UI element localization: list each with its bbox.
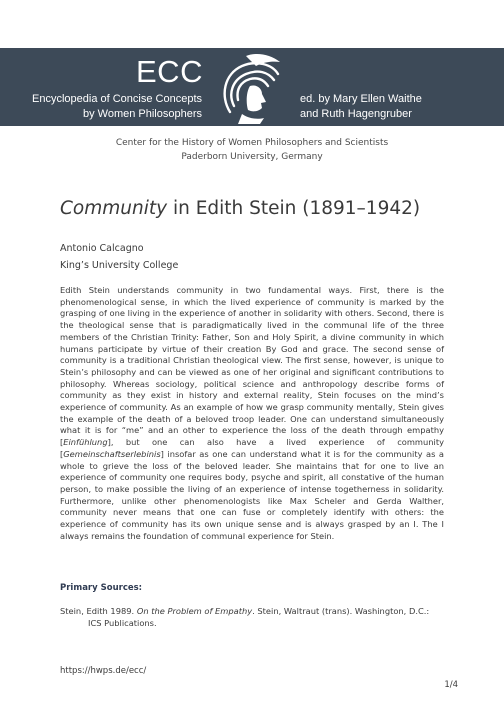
- primary-sources-heading: Primary Sources:: [60, 583, 143, 593]
- editors-line-1: ed. by Mary Ellen Waithe: [300, 93, 422, 105]
- author-name: Antonio Calcagno: [60, 243, 144, 254]
- author-block: [60, 240, 178, 274]
- article-body: [60, 285, 444, 542]
- institution-line-2: Paderborn University, Germany: [181, 152, 323, 162]
- ecc-acronym: ECC: [136, 54, 203, 89]
- body-text-1: Edith Stein understands community in two fundamental ways. First, there is the phenomenological sense, in which the lived experience of community is marked by the grasping of one living in the experience of another in solidarity with others. Second, there is the theological sense that is paradigmatically lived in the communal life of the three members of the Christian Trinity: Father, Son and Holy Spirit, a divine community in which humans participate by virtue of their creation By God and grace. The second sense of community is a traditional Christian theological view. The first sense, however, is unique to Stein’s philosophy and can be viewed as one of her original and significant contributions to philosophy. Whereas sociology, political science and anthropology describe forms of community as they exist in history and external reality, Stein focuses on the mind’s experience of community. As an example of how we grasp community mentally, Stein gives the example of the death of a beloved troop leader. One can understand simultaneously what it is for “me” and an other to experience the loss of the death through empathy [: [60, 285, 444, 448]
- reference-author-year: Stein, Edith 1989.: [60, 606, 137, 616]
- header-banner: [0, 48, 504, 126]
- editors: [300, 92, 422, 122]
- page-number: 1/4: [444, 680, 458, 690]
- body-term-gemeinschaftserlebnis: Gemeinschaftserlebinis: [63, 448, 161, 459]
- body-text-2: ], but one can also have a lived experience of community [: [60, 437, 444, 459]
- body-term-einfuehlung: Einfühlung: [63, 437, 108, 448]
- athena-helmet-logo-icon: [216, 52, 282, 124]
- article-title-italic: Community: [60, 198, 168, 219]
- series-title: [32, 92, 202, 122]
- institution: [0, 136, 504, 164]
- reference-entry: [60, 606, 444, 629]
- reference-title: On the Problem of Empathy: [136, 606, 253, 616]
- footer-url-link[interactable]: https://hwps.de/ecc/: [60, 666, 147, 676]
- series-title-line-2: by Women Philosophers: [82, 108, 202, 120]
- series-title-line-1: Encyclopedia of Concise Concepts: [32, 93, 202, 105]
- institution-line-1: Center for the History of Women Philosophers and Scientists: [115, 138, 389, 148]
- editors-line-2: and Ruth Hagengruber: [300, 108, 412, 120]
- article-title: [60, 198, 420, 219]
- body-text-3: ] insofar as one can understand what it is for the community as a whole to grieve the loss of the beloved leader. She maintains that for one to live an experience of community one requires body, psyche and spirit, all constative of the human person, to make possible the living of an experience of intense togetherness in solidarity. Furthermore, unlike other phenomenologists like Max Scheler and Gerda Walther, community never means that one can fuse or completely identify with others: the experience of community has its own unique sense and is always grasped by an I. The I always remains the foundation of communal experience for Stein.: [60, 448, 444, 541]
- reference-details: . Stein, Waltraut (trans). Washington, D.C.: ICS Publications.: [88, 606, 430, 628]
- article-title-rest: in Edith Stein (1891–1942): [167, 198, 421, 219]
- author-affiliation: King’s University College: [60, 260, 179, 271]
